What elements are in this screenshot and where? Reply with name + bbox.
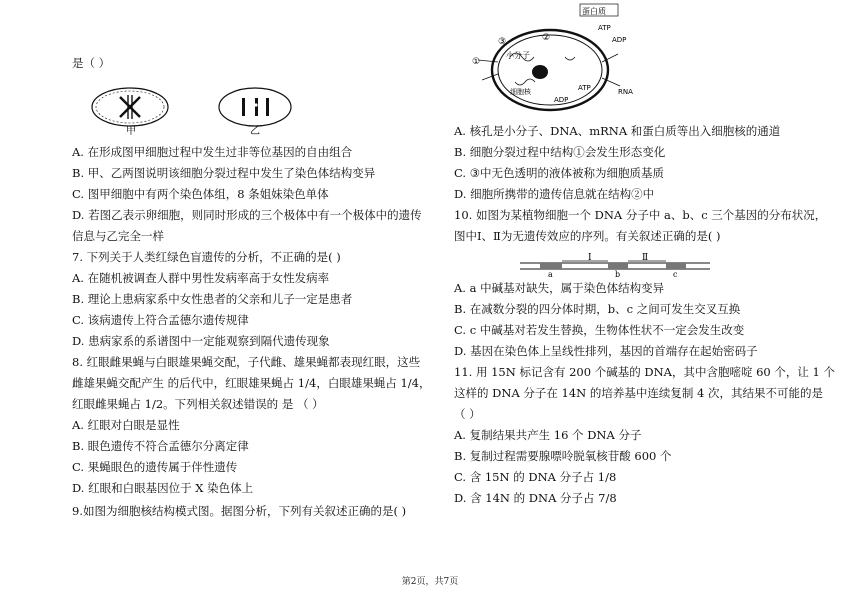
q8-option-a: A. 红眼对白眼是显性	[72, 418, 180, 432]
q11-stem-line2: 这样的 DNA 分子在 14N 的培养基中连续复制 4 次，其结果不可能的是	[454, 386, 824, 400]
label-adp-top: ADP	[612, 36, 627, 44]
label-num-1: ①	[472, 57, 481, 67]
q6-option-b: B. 甲、乙两图说明该细胞分裂过程中发生了染色体结构变异	[72, 166, 376, 180]
label-num-2: ②	[542, 33, 551, 43]
q10-option-b: B. 在减数分裂的四分体时期，b、c 之间可发生交叉互换	[454, 302, 741, 316]
dna-gene-diagram	[520, 252, 710, 278]
q7-stem: 7. 下列关于人类红绿色盲遗传的分析，不正确的是( )	[72, 250, 341, 264]
q8-option-b: B. 眼色遗传不符合孟德尔分离定律	[72, 439, 249, 453]
label-seq-II: Ⅱ	[642, 253, 649, 263]
q10-option-a: A. a 中碱基对缺失，属于染色体结构变异	[454, 281, 665, 295]
label-yi: 乙	[250, 126, 260, 135]
q6-option-d: D. 若图乙表示卵细胞，则同时形成的三个极体中有一个极体中的遗传	[72, 208, 422, 222]
q11-option-c: C. 含 15N 的 DNA 分子占 1/8	[454, 470, 617, 484]
label-gene-a: a	[548, 270, 553, 278]
cell-jia	[92, 88, 168, 126]
label-seq-I: Ⅰ	[588, 253, 592, 263]
q8-stem-line1: 8. 红眼雌果蝇与白眼雄果蝇交配，子代雌、雄果蝇都表现红眼，这些	[72, 355, 421, 369]
q11-stem-line3: （ ）	[454, 407, 481, 421]
q8-option-d: D. 红眼和白眼基因位于 X 染色体上	[72, 481, 254, 495]
gene-a	[540, 263, 562, 269]
label-adp-bottom: ADP	[554, 96, 569, 104]
q8-stem-line2: 雌雄果蝇交配产生 的后代中，红眼雄果蝇占 1/4，白眼雄果蝇占 1/4，	[72, 376, 431, 390]
cell-yi	[219, 88, 291, 126]
q10-option-d: D. 基因在染色体上呈线性排列，基因的首端存在起始密码子	[454, 344, 758, 358]
q9-stem: 9.如图为细胞核结构模式图。据图分析，下列有关叙述正确的是( )	[72, 504, 407, 518]
q10-stem-line1: 10. 如图为某植物细胞一个 DNA 分子中 a、b、c 三个基因的分布状况，	[454, 208, 827, 222]
q8-stem-line3: 红眼雌果蝇占 1/2。下列相关叙述错误的 是 （ ）	[72, 397, 324, 411]
q7-option-d: D. 患病家系的系谱图中一定能观察到隔代遗传现象	[72, 334, 330, 348]
q10-stem-line2: 图中Ⅰ、Ⅱ为无遗传效应的序列。有关叙述正确的是( )	[454, 229, 721, 243]
label-nucleus: 细胞核	[510, 88, 531, 96]
q7-option-b: B. 理论上患病家系中女性患者的父亲和儿子一定是患者	[72, 292, 353, 306]
gene-c	[666, 263, 686, 269]
q9-option-d: D. 细胞所携带的遗传信息就在结构②中	[454, 187, 655, 201]
label-atp-bottom: ATP	[578, 84, 591, 92]
label-atp-top: ATP	[598, 24, 611, 32]
nucleus-diagram	[470, 2, 650, 120]
q6-option-c: C. 图甲细胞中有两个染色体组，8 条姐妹染色单体	[72, 187, 329, 201]
q6-option-d-cont: 信息与乙完全一样	[72, 229, 164, 243]
q11-option-d: D. 含 14N 的 DNA 分子占 7/8	[454, 491, 617, 505]
label-gene-b: b	[615, 270, 621, 278]
q9-option-a: A. 核孔是小分子、DNA、mRNA 和蛋白质等出入细胞核的通道	[454, 124, 781, 138]
label-num-3: ③	[498, 37, 507, 47]
label-rna: RNA	[618, 88, 633, 96]
q6-option-a: A. 在形成图甲细胞过程中发生过非等位基因的自由组合	[72, 145, 353, 159]
q9-option-c: C. ③中无色透明的液体被称为细胞质基质	[454, 166, 665, 180]
q11-option-a: A. 复制结果共产生 16 个 DNA 分子	[454, 428, 642, 442]
q7-option-c: C. 该病遗传上符合孟德尔遗传规律	[72, 313, 249, 327]
q9-option-b: B. 细胞分裂过程中结构①会发生形态变化	[454, 145, 666, 159]
label-small-molecule: 小分子	[506, 51, 530, 60]
nucleolus-shape	[532, 65, 548, 79]
q8-option-c: C. 果蝇眼色的遗传属于伴性遗传	[72, 460, 238, 474]
q10-option-c: C. c 中碱基对若发生替换，生物体性状不一定会发生改变	[454, 323, 745, 337]
label-jia: 甲	[126, 126, 136, 135]
q7-option-a: A. 在随机被调查人群中男性发病率高于女性发病率	[72, 271, 330, 285]
label-protein: 蛋白质	[582, 7, 606, 16]
q11-stem-line1: 11. 用 15N 标记含有 200 个碱基的 DNA，其中含胞嘧啶 60 个，让 1 个	[454, 365, 836, 379]
label-gene-c: c	[673, 270, 678, 278]
page-footer: 第2页，共7页	[401, 577, 459, 587]
cell-division-figure	[80, 85, 320, 135]
gene-b	[608, 263, 628, 269]
q11-option-b: B. 复制过程需要腺嘌呤脱氧核苷酸 600 个	[454, 449, 672, 463]
q6-stem-tail: 是（ ）	[72, 56, 111, 70]
